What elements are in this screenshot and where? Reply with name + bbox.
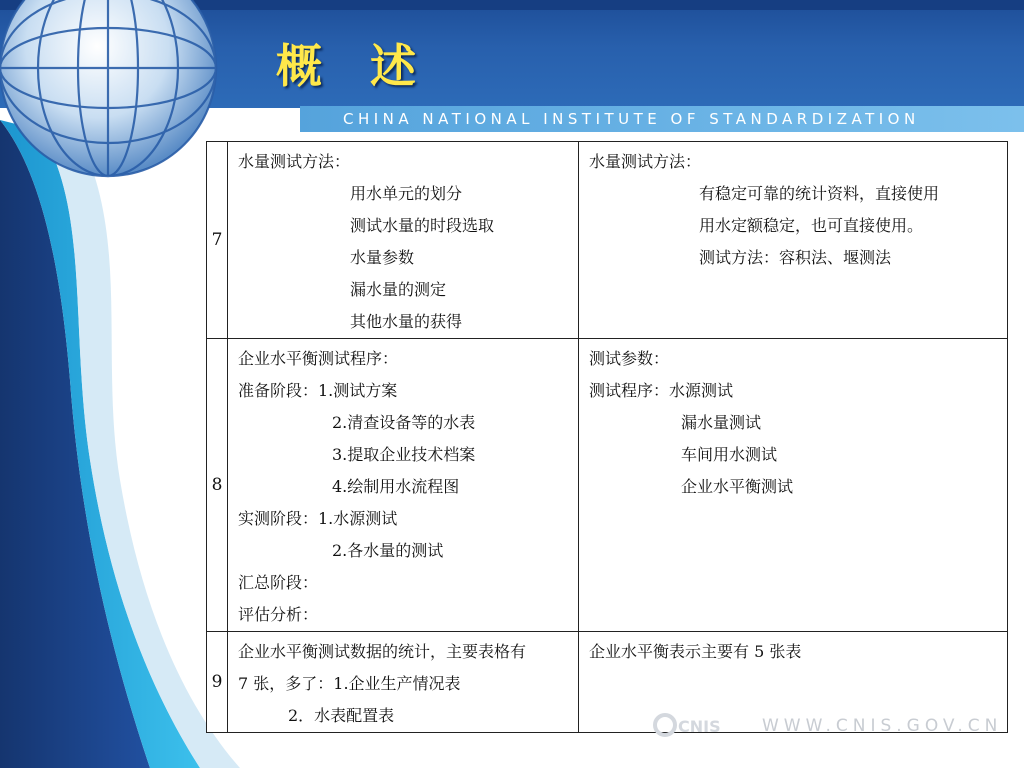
cell-line: 准备阶段：1.测试方案 bbox=[238, 381, 398, 400]
cell-line: 其他水量的获得 bbox=[350, 312, 463, 331]
table-row bbox=[207, 339, 1008, 632]
cell-line: 企业水平衡表示主要有 5 张表 bbox=[589, 642, 802, 661]
right-cell bbox=[579, 142, 1008, 339]
cell-line: 2.清查设备等的水表 bbox=[332, 413, 476, 432]
cell-line: 水量参数 bbox=[350, 248, 415, 267]
left-cell bbox=[228, 339, 579, 632]
footer-url: WWW.CNIS.GOV.CN bbox=[762, 716, 1003, 736]
cell-line: 汇总阶段： bbox=[238, 573, 319, 592]
left-cell bbox=[228, 142, 579, 339]
cell-line: 4.绘制用水流程图 bbox=[332, 477, 460, 496]
cell-line: 评估分析： bbox=[238, 605, 319, 624]
row-number: 7 bbox=[207, 142, 228, 339]
cell-line: 用水单元的划分 bbox=[350, 184, 463, 203]
cell-line: 企业水平衡测试程序： bbox=[238, 349, 399, 368]
table-row bbox=[207, 142, 1008, 339]
cell-line: 企业水平衡测试数据的统计，主要表格有 bbox=[238, 642, 527, 661]
cell-line: 企业水平衡测试 bbox=[681, 477, 794, 496]
content-table bbox=[206, 141, 1008, 733]
header-subtitle: CHINA NATIONAL INSTITUTE OF STANDARDIZATION bbox=[343, 110, 920, 128]
left-cell bbox=[228, 632, 579, 733]
cell-line: 用水定额稳定，也可直接使用。 bbox=[699, 216, 924, 235]
cell-line: 漏水量测试 bbox=[681, 413, 762, 432]
cell-line: 水量测试方法： bbox=[238, 152, 351, 171]
cell-line: 7 张，多了：1.企业生产情况表 bbox=[238, 674, 461, 693]
row-number: 9 bbox=[207, 632, 228, 733]
page-title: 概 述 bbox=[276, 39, 433, 93]
cell-line: 2．水表配置表 bbox=[288, 706, 395, 725]
row-number: 8 bbox=[207, 339, 228, 632]
cell-line: 实测阶段：1.水源测试 bbox=[238, 509, 398, 528]
cell-line: 测试程序：水源测试 bbox=[589, 381, 734, 400]
cell-line: 测试水量的时段选取 bbox=[350, 216, 495, 235]
cell-line: 水量测试方法： bbox=[589, 152, 702, 171]
cell-line: 测试参数： bbox=[589, 349, 670, 368]
cell-line: 测试方法：容积法、堰测法 bbox=[699, 248, 892, 267]
cell-line: 3.提取企业技术档案 bbox=[332, 445, 476, 464]
cell-line: 漏水量的测定 bbox=[350, 280, 447, 299]
cnis-logo-icon bbox=[652, 712, 722, 738]
right-cell bbox=[579, 339, 1008, 632]
cell-line: 2.各水量的测试 bbox=[332, 541, 444, 560]
svg-text:CNIS: CNIS bbox=[678, 717, 721, 736]
cell-line: 有稳定可靠的统计资料，直接使用 bbox=[699, 184, 940, 203]
cell-line: 车间用水测试 bbox=[681, 445, 778, 464]
